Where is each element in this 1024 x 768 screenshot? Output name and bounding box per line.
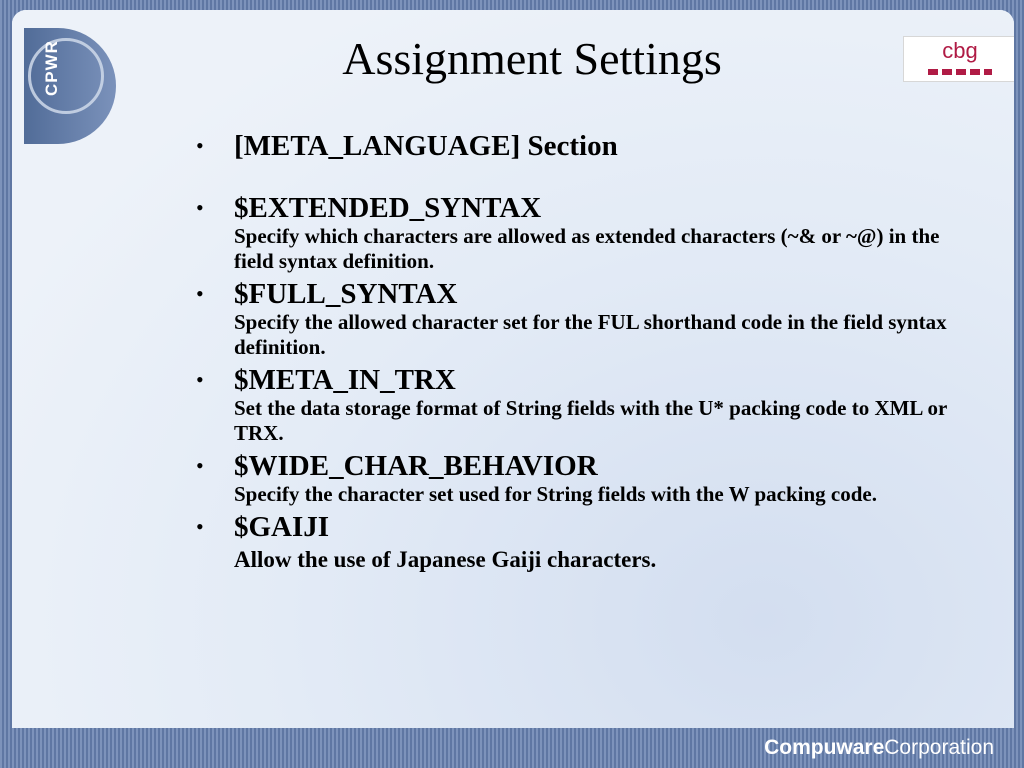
bullet-icon: •	[196, 281, 204, 306]
bullet-description: Specify the character set used for String fields with the W packing code.	[234, 482, 878, 506]
bullet-description: Allow the use of Japanese Gaiji characters.	[234, 547, 657, 572]
cbg-logo-text: cbg	[942, 38, 978, 63]
bullet-item	[192, 192, 982, 274]
bullet-description: Specify the allowed character set for the FUL shorthand code in the field syntax definition.	[234, 310, 947, 359]
footer-brand	[764, 735, 994, 761]
bullet-icon: •	[196, 133, 204, 158]
cbg-logo	[903, 36, 1014, 82]
bullet-icon: •	[196, 453, 204, 478]
footer-bar	[0, 728, 1024, 768]
bullet-item	[192, 364, 982, 446]
bullet-icon: •	[196, 367, 204, 392]
bullet-title: $EXTENDED_SYNTAX	[234, 192, 542, 224]
bullet-title: $META_IN_TRX	[234, 364, 456, 396]
bullet-title: $FULL_SYNTAX	[234, 278, 458, 310]
bullet-title: $WIDE_CHAR_BEHAVIOR	[234, 450, 598, 482]
bullet-item	[192, 130, 982, 162]
logo-dashes-icon	[928, 69, 992, 75]
side-logo-text: CPWR	[42, 40, 61, 96]
bullet-description: Specify which characters are allowed as extended characters (~& or ~@) in the field syntax definition.	[234, 224, 940, 273]
bullet-icon: •	[196, 514, 204, 539]
bullet-item	[192, 278, 982, 360]
footer-brand-bold: Compuware	[764, 736, 885, 759]
bullet-item	[192, 450, 982, 507]
bullet-description: Set the data storage format of String fields with the U* packing code to XML or TRX.	[234, 396, 947, 445]
bullet-title: $GAIJI	[234, 511, 330, 543]
slide-title: Assignment Settings	[342, 33, 722, 84]
bullet-item	[192, 511, 982, 577]
slide-panel	[12, 10, 1014, 728]
bullet-icon: •	[196, 195, 204, 220]
footer-brand-regular: Corporation	[884, 736, 994, 759]
logo-circle-icon	[28, 38, 104, 114]
bullet-title: [META_LANGUAGE] Section	[234, 130, 618, 162]
bullet-list	[192, 130, 982, 577]
